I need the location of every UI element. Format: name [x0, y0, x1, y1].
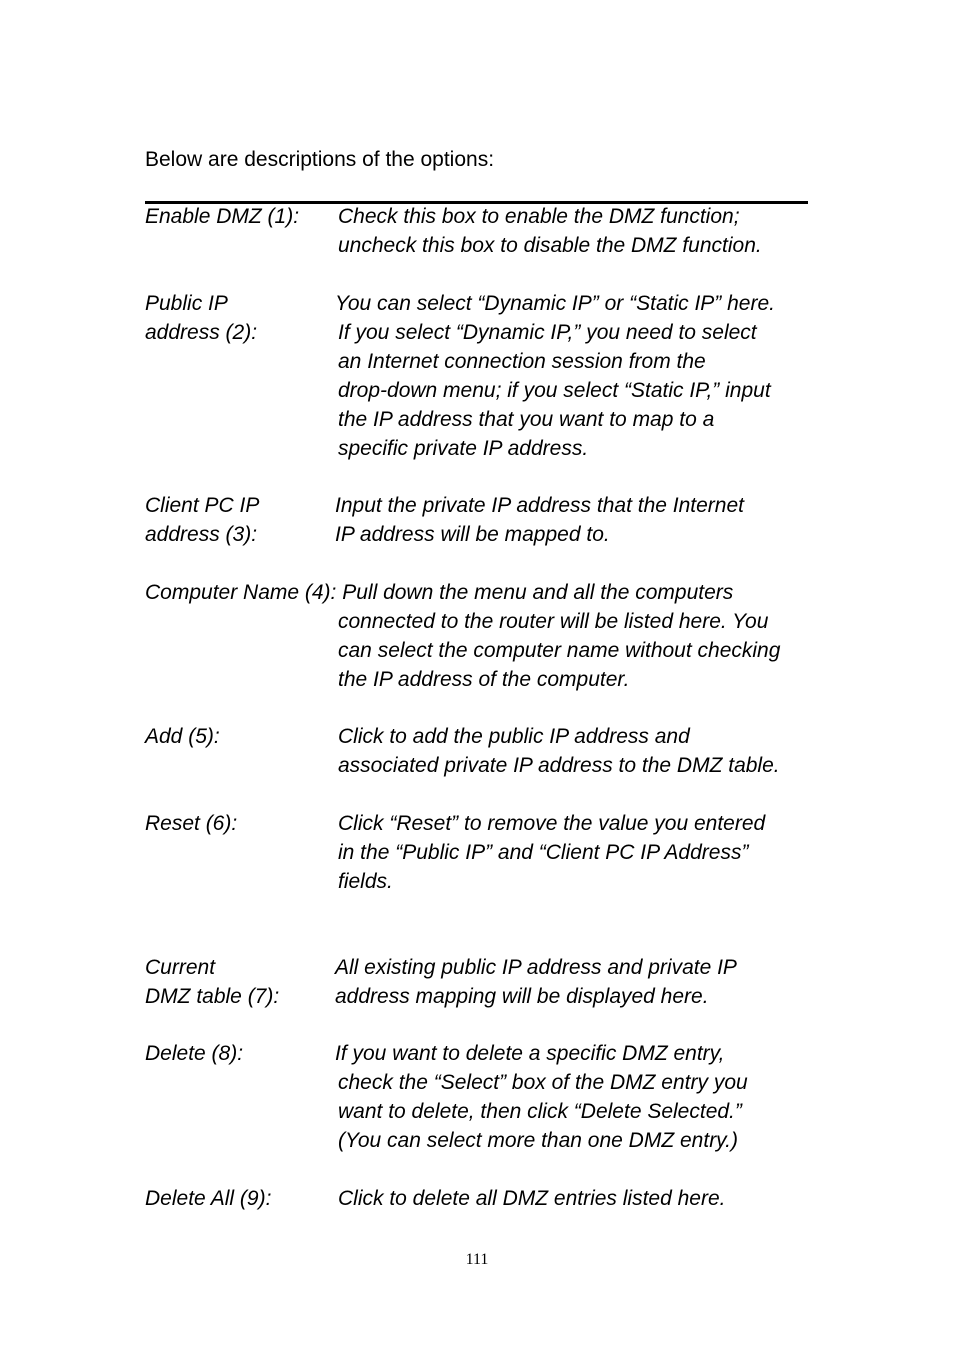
option-term: DMZ table (7):: [145, 985, 280, 1008]
option-term: Delete All (9):: [145, 1187, 272, 1210]
option-description: an Internet connection session from the: [338, 350, 706, 373]
option-description: uncheck this box to disable the DMZ function.: [338, 234, 762, 257]
option-line: [145, 491, 825, 520]
option-description: IP address will be mapped to.: [335, 523, 610, 546]
option-description: Click to delete all DMZ entries listed here.: [338, 1187, 726, 1210]
option-line: [145, 982, 825, 1011]
option-description: Click “Reset” to remove the value you entered: [338, 812, 766, 835]
option-line: [145, 751, 825, 780]
option-line: [145, 607, 825, 636]
option-public-ip-address: [145, 289, 825, 463]
option-reset: [145, 809, 825, 896]
option-line: [145, 1097, 825, 1126]
option-line: [145, 838, 825, 867]
option-description: connected to the router will be listed here. You: [338, 610, 769, 633]
option-line: [145, 1039, 825, 1068]
option-description: check the “Select” box of the DMZ entry you: [338, 1071, 748, 1094]
option-description: If you want to delete a specific DMZ entry,: [335, 1042, 725, 1065]
option-term: address (2):: [145, 321, 258, 344]
option-description: (You can select more than one DMZ entry.): [338, 1129, 738, 1152]
option-delete-all: [145, 1184, 825, 1213]
option-line: [145, 376, 825, 405]
intro-text: Below are descriptions of the options:: [145, 148, 495, 171]
option-description: the IP address that you want to map to a: [338, 408, 715, 431]
option-term: Add (5):: [145, 725, 220, 748]
option-line: [145, 434, 825, 463]
option-description: You can select “Dynamic IP” or “Static IP” here.: [335, 292, 775, 315]
option-line: [145, 318, 825, 347]
option-line: [145, 289, 825, 318]
option-computer-name: [145, 578, 825, 694]
option-description: fields.: [338, 870, 393, 893]
option-line: [145, 953, 825, 982]
option-line: [145, 809, 825, 838]
option-term: Delete (8):: [145, 1042, 244, 1065]
option-description: associated private IP address to the DMZ table.: [338, 754, 780, 777]
option-current-dmz-table: [145, 953, 825, 1011]
option-term: Public IP: [145, 292, 228, 315]
option-description: specific private IP address.: [338, 437, 589, 460]
option-line: [145, 202, 825, 231]
option-term: Client PC IP: [145, 494, 260, 517]
option-line: [145, 347, 825, 376]
option-client-pc-ip-address: [145, 491, 825, 549]
option-term: Current: [145, 956, 216, 979]
option-line: [145, 722, 825, 751]
option-line: [145, 1126, 825, 1155]
option-line: [145, 665, 825, 694]
option-description: If you select “Dynamic IP,” you need to select: [338, 321, 757, 344]
option-description: want to delete, then click “Delete Selected.”: [338, 1100, 742, 1123]
option-line: [145, 867, 825, 896]
option-line: [145, 1068, 825, 1097]
option-delete: [145, 1039, 825, 1155]
option-enable-dmz: [145, 202, 825, 260]
option-line: [145, 1184, 825, 1213]
option-line: [145, 636, 825, 665]
option-add: [145, 722, 825, 780]
option-line: [145, 231, 825, 260]
option-term: address (3):: [145, 523, 258, 546]
option-line: [145, 520, 825, 549]
option-description: in the “Public IP” and “Client PC IP Address”: [338, 841, 749, 864]
option-term-with-description: Computer Name (4): Pull down the menu and all the computers: [145, 581, 734, 604]
option-description: Click to add the public IP address and: [338, 725, 690, 748]
option-description: drop-down menu; if you select “Static IP,” input: [338, 379, 771, 402]
option-term: Reset (6):: [145, 812, 238, 835]
option-line: [145, 578, 825, 607]
option-line: [145, 405, 825, 434]
option-term: Enable DMZ (1):: [145, 205, 300, 228]
option-description: can select the computer name without checking: [338, 639, 781, 662]
page-number: 111: [465, 1251, 489, 1268]
option-description: Check this box to enable the DMZ function;: [338, 205, 740, 228]
option-description: the IP address of the computer.: [338, 668, 630, 691]
option-description: Input the private IP address that the Internet: [335, 494, 744, 517]
option-description: address mapping will be displayed here.: [335, 985, 709, 1008]
option-description: All existing public IP address and private IP: [335, 956, 737, 979]
